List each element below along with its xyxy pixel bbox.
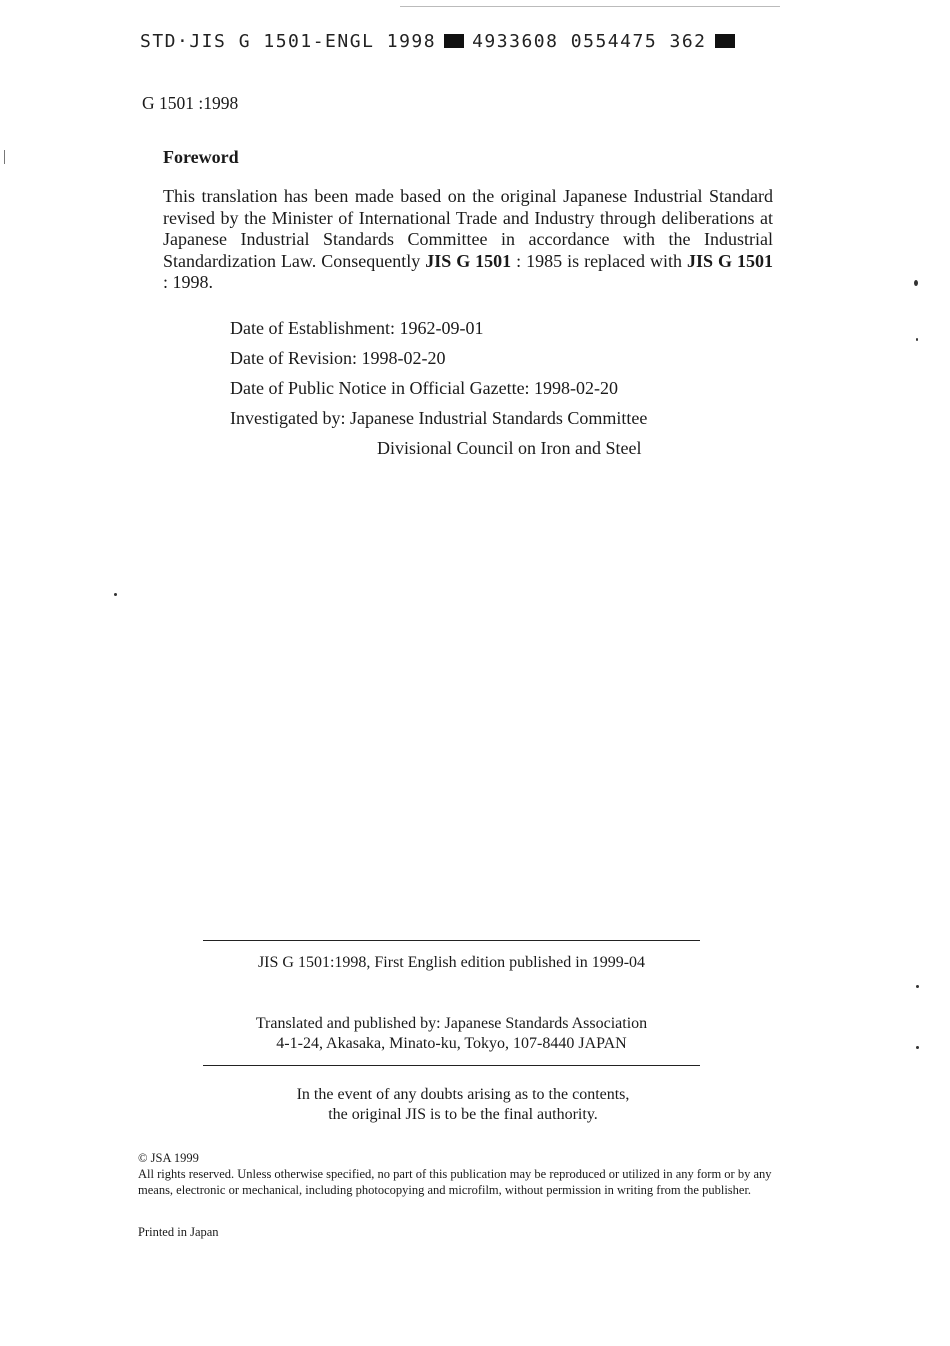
divider-top <box>203 940 700 941</box>
foreword-text-1: This translation has been made based on the original Japanese Industrial Standard revised by the Minister of International Trade and Industry through deliberations at Japanese Industrial Standards Committee in accordance with the Industrial Standardization Law. Consequently <box>163 186 773 271</box>
authority-line-2: the original JIS is to be the final authority. <box>328 1106 598 1123</box>
foreword-text-2: : 1985 is replaced with <box>511 250 687 271</box>
foreword-title: Foreword <box>163 147 239 167</box>
publisher-line: Translated and published by: Japanese Standards Association <box>255 1015 648 1032</box>
printed-in: Printed in Japan <box>138 1225 219 1239</box>
rights-statement: All rights reserved. Unless otherwise specified, no part of this publication may be reproduced or utilized in any form or by any means, electronic or mechanical, including photocopying and microfilm, without permission in writing from the publisher. <box>138 1167 772 1197</box>
investigated-by: Investigated by: Japanese Industrial Standards Committee <box>230 408 648 428</box>
scan-header-num1: 4933608 <box>472 31 559 52</box>
date-establishment: Date of Establishment: 1962-09-01 <box>230 318 484 338</box>
edition-statement: JIS G 1501:1998, First English edition published in 1999-04 <box>257 954 646 971</box>
scan-speck <box>916 985 919 988</box>
copyright-line: © JSA 1999 <box>138 1151 199 1165</box>
black-bar-icon <box>444 34 464 48</box>
authority-line-1: In the event of any doubts arising as to the contents, <box>296 1086 630 1103</box>
scan-header <box>140 31 743 52</box>
foreword-body <box>163 186 773 294</box>
foreword-text-3: : 1998. <box>163 272 214 292</box>
publisher-address: 4-1-24, Akasaka, Minato-ku, Tokyo, 107-8440 JAPAN <box>276 1035 627 1052</box>
publisher-info <box>203 1014 700 1054</box>
date-revision: Date of Revision: 1998-02-20 <box>230 348 446 368</box>
investigated-council: Divisional Council on Iron and Steel <box>377 438 642 458</box>
scan-speck <box>916 1046 919 1049</box>
scan-speck <box>114 593 117 596</box>
scan-header-num2: 0554475 362 <box>570 31 707 52</box>
scan-speck <box>916 338 918 341</box>
authority-notice <box>203 1085 723 1125</box>
dates-block <box>230 313 647 463</box>
standard-ref-old: JIS G 1501 <box>425 250 512 271</box>
divider-bottom <box>203 1065 700 1066</box>
scan-mark <box>4 150 5 164</box>
scan-border-line <box>400 6 780 7</box>
standard-ref-new: JIS G 1501 <box>687 250 773 271</box>
black-bar-icon <box>715 34 735 48</box>
date-public-notice: Date of Public Notice in Official Gazette: 1998-02-20 <box>230 378 619 398</box>
scan-speck <box>914 280 918 286</box>
copyright-block <box>138 1150 778 1198</box>
document-number: G 1501 :1998 <box>142 93 239 113</box>
scan-header-code: STD·JIS G 1501-ENGL 1998 <box>140 31 437 52</box>
